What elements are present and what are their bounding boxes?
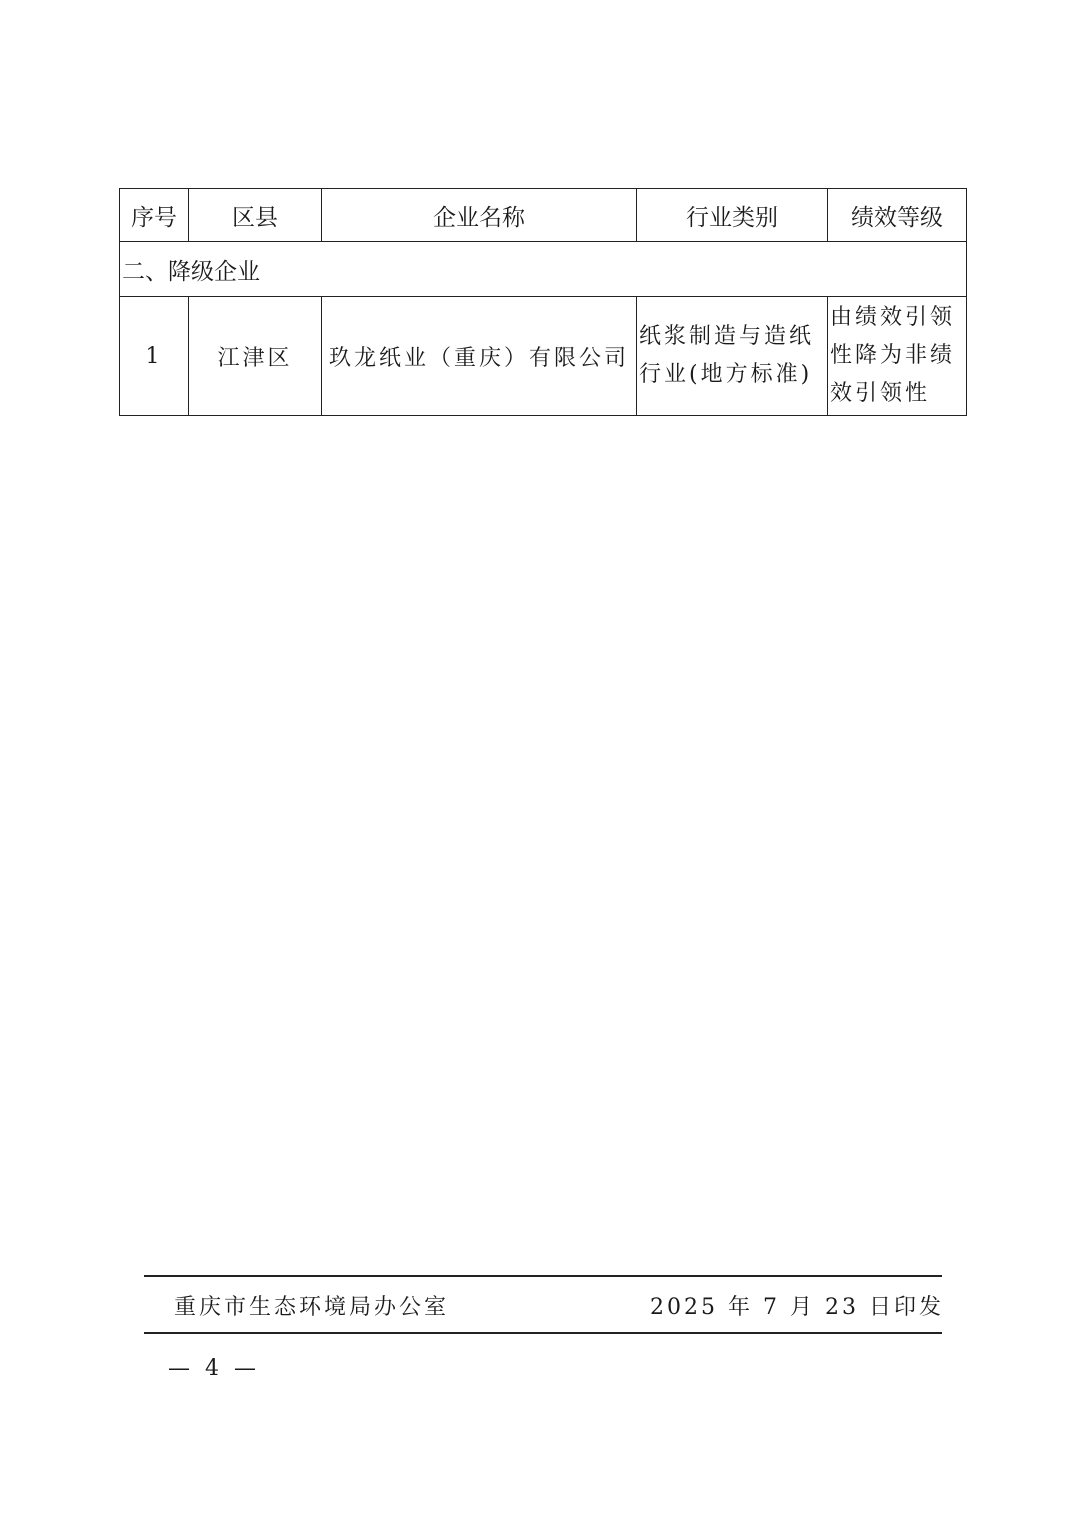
cell-seq: 1 bbox=[120, 297, 189, 416]
footer-top-rule bbox=[144, 1275, 942, 1277]
footer-bottom-rule bbox=[144, 1332, 942, 1334]
table-row bbox=[120, 297, 967, 416]
header-level: 绩效等级 bbox=[828, 189, 967, 242]
section-title: 二、降级企业 bbox=[120, 242, 967, 297]
header-industry: 行业类别 bbox=[637, 189, 828, 242]
header-company: 企业名称 bbox=[322, 189, 637, 242]
page-number: — 4 — bbox=[168, 1356, 260, 1381]
cell-company: 玖龙纸业（重庆）有限公司 bbox=[322, 297, 637, 416]
header-seq: 序号 bbox=[120, 189, 189, 242]
cell-industry: 纸浆制造与造纸行业(地方标准) bbox=[637, 297, 828, 416]
footer-date: 2025 年 7 月 23 日印发 bbox=[650, 1295, 944, 1320]
enterprise-table bbox=[119, 188, 967, 416]
header-district: 区县 bbox=[189, 189, 322, 242]
section-row bbox=[120, 242, 967, 297]
cell-district: 江津区 bbox=[189, 297, 322, 416]
cell-level: 由绩效引领性降为非绩效引领性 bbox=[828, 297, 967, 416]
footer-issuer: 重庆市生态环境局办公室 bbox=[174, 1295, 450, 1320]
header-row bbox=[120, 189, 967, 242]
